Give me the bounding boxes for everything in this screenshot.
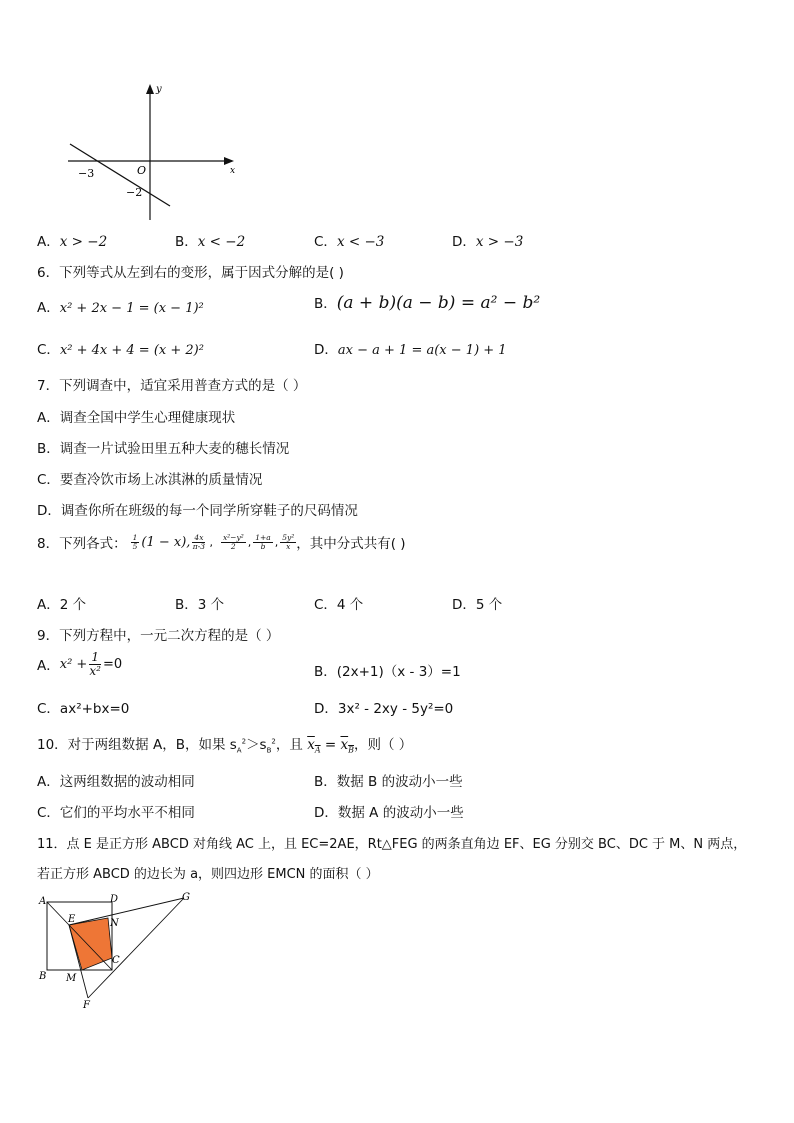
q7-option-d[interactable]: D．调查你所在班级的每一个同学所穿鞋子的尺码情况 bbox=[37, 503, 358, 519]
q5-option-b-expr: x < −2 bbox=[197, 234, 246, 250]
q5-option-a[interactable]: A．x > −2 bbox=[37, 234, 108, 250]
q10-option-b[interactable]: B．数据 B 的波动小一些 bbox=[314, 774, 463, 790]
q7-option-c[interactable]: C．要查冷饮市场上冰淇淋的质量情况 bbox=[37, 472, 263, 488]
label-g: G bbox=[182, 892, 190, 903]
q5-option-b[interactable]: B．x < −2 bbox=[175, 234, 246, 250]
label-m: M bbox=[66, 973, 77, 984]
q9-stem: 9．下列方程中，一元二次方程的是（ ） bbox=[37, 628, 280, 644]
label-b: B bbox=[39, 971, 47, 982]
x-intercept-label: −3 bbox=[78, 167, 95, 180]
q9-option-b[interactable]: B．(2x+1)（x - 3）=1 bbox=[314, 664, 461, 680]
q5-option-a-expr: x > −2 bbox=[59, 234, 108, 250]
q5-option-c[interactable]: C．x < −3 bbox=[314, 234, 385, 250]
q6-option-b[interactable]: B．(a + b)(a − b) = a² − b² bbox=[314, 293, 541, 313]
q9-option-d[interactable]: D．3x² - 2xy - 5y²=0 bbox=[314, 701, 454, 717]
q8-stem-suffix: ，其中分式共有( ) bbox=[296, 536, 406, 552]
q10-mean-b: $x_B$ bbox=[340, 737, 355, 755]
q6-option-d[interactable]: D．ax − a + 1 = a(x − 1) + 1 bbox=[314, 342, 507, 358]
q8-option-d[interactable]: D．5 个 bbox=[452, 597, 503, 613]
q7-stem: 7．下列调查中，适宜采用普查方式的是（ ） bbox=[37, 378, 307, 394]
x-axis-label: x bbox=[230, 166, 236, 176]
square-geometry-figure bbox=[36, 890, 206, 1015]
x-axis-arrow bbox=[224, 157, 234, 165]
label-e: E bbox=[68, 914, 76, 925]
q8-option-b[interactable]: B．3 个 bbox=[175, 597, 225, 613]
q8-option-a[interactable]: A．2 个 bbox=[37, 597, 87, 613]
q8-fraction-3: $\frac{\text{x²−y²}}{2}$ bbox=[222, 532, 244, 551]
q9-option-a[interactable]: A． x² + $\frac{1}{\text{x²}}$ =0 bbox=[37, 650, 123, 678]
q7-option-a[interactable]: A．调查全国中学生心理健康现状 bbox=[37, 410, 236, 426]
y-axis-label: y bbox=[156, 84, 162, 95]
q5-option-c-expr: x < −3 bbox=[336, 234, 385, 250]
q6-stem: 6．下列等式从左到右的变形，属于因式分解的是( ) bbox=[37, 265, 344, 281]
q5-option-d[interactable]: D．x > −3 bbox=[452, 234, 524, 250]
q10-stem: 10．对于两组数据 A，B，如果 $s_A^2>s_B^2$，且 $x_A = x_B$，则（ ） bbox=[37, 737, 413, 755]
y-axis-arrow bbox=[146, 84, 154, 94]
q6-option-a[interactable]: A．x² + 2x − 1 = (x − 1)² bbox=[37, 300, 204, 316]
q6-option-c[interactable]: C．x² + 4x + 4 = (x + 2)² bbox=[37, 342, 204, 358]
q8-fraction-5: $\frac{\text{5y²}}{x}$ bbox=[282, 532, 295, 551]
q8-fraction-4: $\frac{1+a}{b}$ bbox=[255, 532, 271, 551]
q8-stem: 8．下列各式： $\frac{1}{5}$ (1 − x), $\frac{4x}{\pi-3}$ , $\frac{\text{x²−y²}}{2}$ , $\frac{1+a}{b}$ , $\frac{\text{5y²}}{x}$ ，其中分式共有( ) bbox=[37, 532, 406, 552]
q11-stem-line1: 11．点 E 是正方形 ABCD 对角线 AC 上，且 EC=2AE，Rt△FEG 的两条直角边 EF、EG 分别交 BC、DC 于 M、N 两点， bbox=[37, 837, 747, 852]
q5-option-d-expr: x > −3 bbox=[475, 234, 524, 250]
q9-option-a-fraction: $\frac{1}{\text{x²}}$ bbox=[89, 650, 101, 678]
label-a: A bbox=[39, 896, 47, 907]
q11-stem-line2: 若正方形 ABCD 的边长为 a，则四边形 EMCN 的面积（ ） bbox=[37, 867, 379, 882]
q10-option-c[interactable]: C．它们的平均水平不相同 bbox=[37, 805, 195, 821]
q8-option-c[interactable]: C．4 个 bbox=[314, 597, 364, 613]
label-d: D bbox=[110, 894, 119, 905]
linear-function-graph bbox=[60, 82, 250, 222]
q7-option-b[interactable]: B．调查一片试验田里五种大麦的穗长情况 bbox=[37, 441, 290, 457]
label-n: N bbox=[110, 918, 119, 929]
q8-fraction-2: $\frac{4x}{\pi-3}$ bbox=[192, 532, 206, 551]
q8-fraction-1: $\frac{1}{5}$ bbox=[132, 532, 138, 551]
label-f: F bbox=[83, 1000, 90, 1011]
q8-stem-prefix: 8．下列各式： bbox=[37, 536, 127, 552]
y-intercept-label: −2 bbox=[126, 186, 143, 199]
q8-item-1-tail: (1 − x), bbox=[141, 534, 191, 550]
q10-mean-a: $x_A$ bbox=[307, 737, 321, 755]
origin-label: O bbox=[137, 164, 147, 177]
q10-option-a[interactable]: A．这两组数据的波动相同 bbox=[37, 774, 195, 790]
label-c: C bbox=[112, 955, 120, 966]
q10-option-d[interactable]: D．数据 A 的波动小一些 bbox=[314, 805, 464, 821]
quadrilateral-emcn bbox=[69, 918, 112, 970]
q9-option-c[interactable]: C．ax²+bx=0 bbox=[37, 701, 130, 717]
